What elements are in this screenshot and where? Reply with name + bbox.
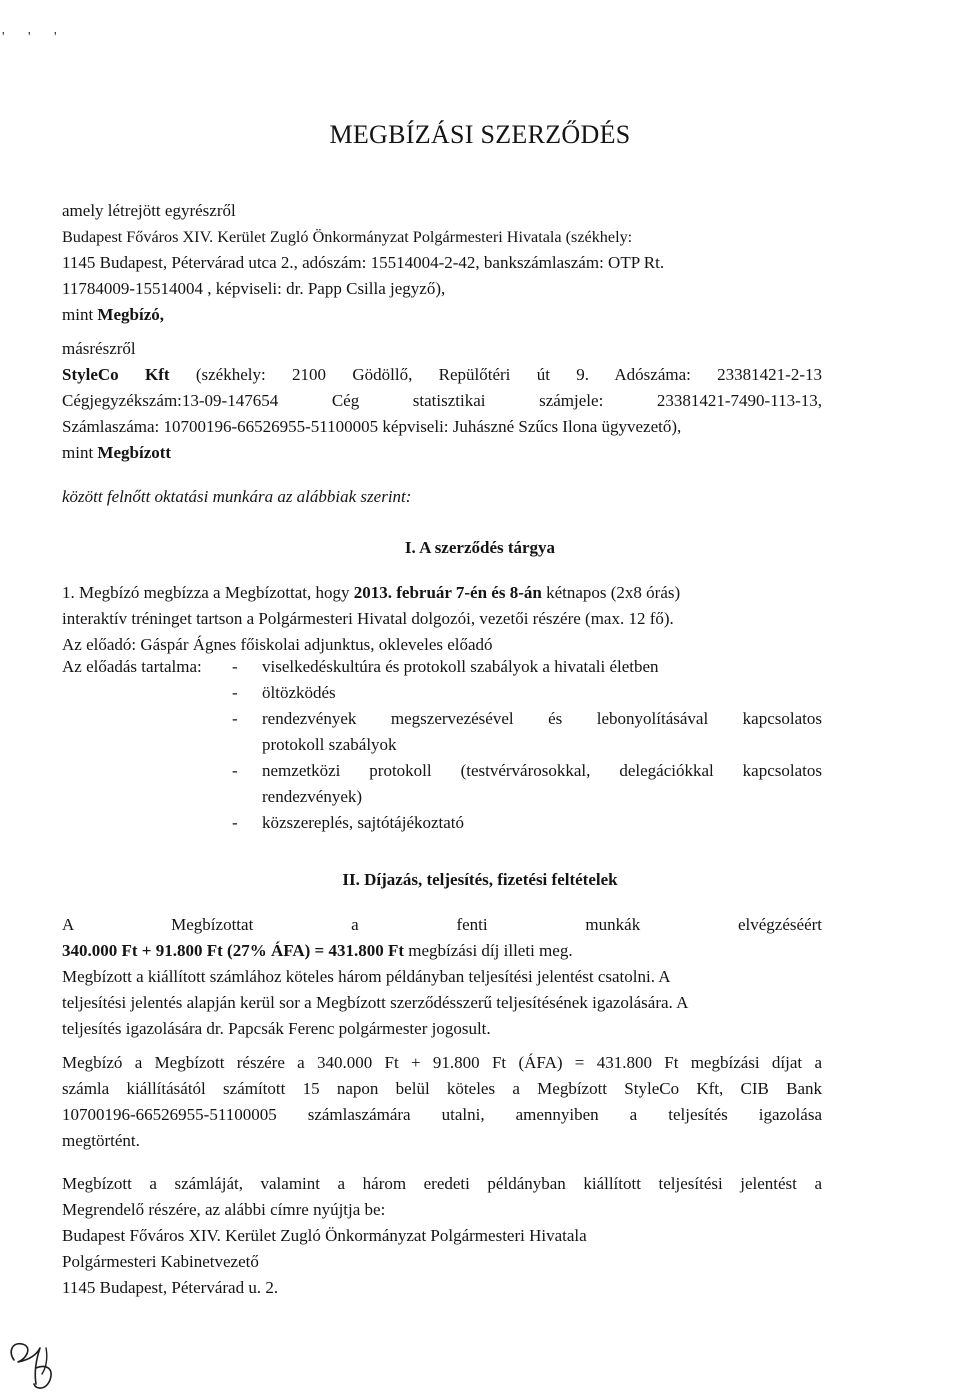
between-section [62,484,822,510]
intro-text: amely létrejött egyrészről [62,201,236,220]
document-title: MEGBÍZÁSI SZERZŐDÉS [329,120,631,149]
invoice-line-1: Megbízott a számláját, valamint a három eredeti példányban kiállított teljesítési jelentést a [62,1174,822,1193]
scan-specks: ' ' ' [2,30,67,45]
invoice-paragraph [62,1171,822,1301]
client-line-3: 11784009-15514004 , képviseli: dr. Papp Csilla jegyző), [62,279,446,298]
address-line-3: 1145 Budapest, Pétervárad u. 2. [62,1278,279,1297]
fee-line-2: 340.000 Ft + 91.800 Ft (27% ÁFA) = 431.800 Ft megbízási díj illeti meg. [62,941,573,960]
section-1-body [62,580,822,658]
list-item: Az előadás tartalma: - viselkedéskultúra és protokoll szabályok a hivatali életben [62,654,822,680]
contractor-line-1: StyleCo Kft (székhely: 2100 Gödöllő, Repülőtéri út 9. Adószáma: 23381421-2-13 [62,365,822,384]
section-1-para-line-2: interaktív tréninget tartson a Polgármesteri Hivatal dolgozói, vezetői részére (max. 12 fő). [62,609,674,628]
payment-line-1: Megbízó a Megbízott részére a 340.000 Ft + 91.800 Ft (ÁFA) = 431.800 Ft megbízási díjat a [62,1053,822,1072]
between-text: között felnőtt oktatási munkára az alábbiak szerint: [62,487,412,506]
fee-line-5: teljesítés igazolására dr. Papcsák Ferenc polgármester jogosult. [62,1019,491,1038]
list-item: - öltözködés [232,683,336,702]
content-list [62,654,822,836]
section-2-heading: II. Díjazás, teljesítés, fizetési feltételek [342,870,618,889]
payment-line-4: megtörtént. [62,1131,140,1150]
contractor-line-2: Cégjegyzékszám:13-09-147654 Cég statisztikai számjele: 23381421-7490-113-13, [62,391,822,410]
fee-line-3: Megbízott a kiállított számlához köteles három példányban teljesítési jelentést csatolni. A [62,967,671,986]
payment-line-2: számla kiállításától számított 15 napon belül köteles a Megbízott StyleCo Kft, CIB Bank [62,1079,822,1098]
fee-line-1: A Megbízottat a fenti munkák elvégzéséért [62,915,822,934]
content-label: Az előadás tartalma: [62,657,202,676]
contractor-section [62,336,822,466]
section-1-heading: I. A szerződés tárgya [404,538,556,557]
client-role: mint Megbízó, [62,305,164,324]
list-item: - nemzetközi protokoll (testvérvárosokkal, delegációkkal kapcsolatos [232,761,822,780]
address-line-1: Budapest Főváros XIV. Kerület Zugló Önkormányzat Polgármesteri Hivatala [62,1226,587,1245]
parties-section [62,198,822,328]
other-side-text: másrészről [62,339,136,358]
address-line-2: Polgármesteri Kabinetvezető [62,1252,259,1271]
section-1-para-line-1: 1. Megbízó megbízza a Megbízottat, hogy 2013. február 7-én és 8-án kétnapos (2x8 órás) [62,583,681,602]
payment-line-3: 10700196-66526955-51100005 számlaszámára utalni, amennyiben a teljesítés igazolása [62,1105,822,1124]
client-line-1: Budapest Főváros XIV. Kerület Zugló Önkormányzat Polgármesteri Hivatala (székhely: [62,228,633,246]
list-item-continued: rendezvények) [262,787,363,806]
section-2-fee-paragraph [62,912,822,1042]
list-item: - közszereplés, sajtótájékoztató [232,813,465,832]
fee-line-4: teljesítési jelentés alapján kerül sor a Megbízott szerződésszerű teljesítésének igazolására. A [62,993,689,1012]
list-item: - rendezvények megszervezésével és lebonyolításával kapcsolatos [232,709,822,728]
invoice-line-2: Megrendelő részére, az alábbi címre nyújtja be: [62,1200,386,1219]
contractor-role: mint Megbízott [62,443,172,462]
handwritten-initials [6,1338,66,1394]
payment-paragraph [62,1050,822,1154]
client-line-2: 1145 Budapest, Pétervárad utca 2., adószám: 15514004-2-42, bankszámlaszám: OTP Rt. [62,253,665,272]
contractor-line-3: Számlaszáma: 10700196-66526955-51100005 képviseli: Juhászné Szűcs Ilona ügyvezető), [62,417,682,436]
presenter-text: Az előadó: Gáspár Ágnes főiskolai adjunktus, okleveles előadó [62,635,493,654]
list-item-continued: protokoll szabályok [262,735,397,754]
